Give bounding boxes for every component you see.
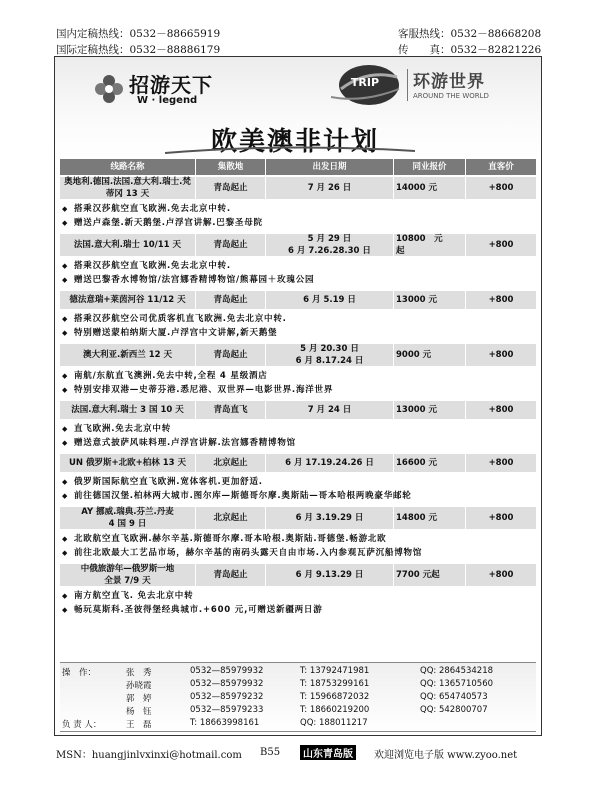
logo-cn-text: 招游天下: [129, 73, 213, 97]
contact-name: 杨 钰: [126, 707, 152, 717]
contact-panel: [60, 662, 536, 732]
page-title: 欧美澳非计划: [210, 127, 379, 157]
msn-address[interactable]: MSN：huangjinlvxinxi@hotmail.com: [56, 750, 242, 761]
route-hub: 青岛直飞: [196, 401, 266, 419]
route-dates: 6 月 17.19.24.26 日: [266, 454, 394, 472]
contact-qq: QQ: 1365710560: [420, 679, 494, 689]
logo-right-cn-text: 环游世界: [413, 72, 485, 92]
route-row: [60, 234, 536, 258]
route-hub: 青岛起止: [196, 564, 266, 586]
route-direct-price: +800: [488, 240, 514, 250]
logo-en-text: W · legend: [137, 95, 198, 106]
route-name: 法国.意大利.瑞士 10/11 天: [60, 234, 196, 256]
route-hub: 青岛起止: [196, 344, 266, 366]
header-price: 同业报价: [394, 159, 466, 175]
route-dates: 7 月 24 日: [266, 401, 394, 419]
route-hub: 青岛起止: [196, 177, 266, 199]
route-row: [60, 344, 536, 368]
footer: [56, 744, 546, 760]
page-number: B55: [260, 747, 281, 758]
route-dates: 5 月 20.30 日 6 月 8.17.24 日: [266, 344, 394, 366]
route-name: 中俄旅游年—俄罗斯一地 全景 7/9 天: [60, 564, 196, 586]
route-price: 14000 元: [394, 177, 466, 199]
route-note: ◆ 特别安排双港—史蒂芬港.悉尼港、双世界—电影世界.海洋世界: [74, 384, 536, 398]
logo-divider: [407, 69, 408, 101]
contact-mobile: T: 18753299161: [300, 679, 370, 689]
route-notes: [60, 531, 536, 564]
route-table: [60, 159, 536, 621]
route-notes: [60, 588, 536, 621]
hotline-bar: [0, 0, 595, 56]
contact-qq: QQ: 542800707: [420, 705, 488, 715]
route-note: ◆ 搭乘汉莎航空直飞欧洲.免去北京中转.: [74, 260, 536, 274]
route-direct-price: +800: [488, 295, 514, 305]
route-name: 法国.意大利.瑞士 3 国 10 天: [60, 401, 196, 419]
contact-row: [60, 679, 536, 693]
contact-qq: QQ: 2864534218: [420, 666, 494, 676]
route-hub: 青岛起止: [196, 234, 266, 256]
route-row: [60, 564, 536, 588]
route-notes: [60, 474, 536, 507]
route-dates: 5 月 29 日 6 月 7.26.28.30 日: [266, 234, 394, 256]
route-row: [60, 291, 536, 311]
route-hub: 青岛起止: [196, 291, 266, 309]
page-frame: [54, 56, 542, 736]
route-note: ◆ 南航/东航直飞澳洲.免去中转,全程 4 星级酒店: [74, 370, 536, 384]
route-note: ◆ 畅玩莫斯科.圣彼得堡经典城市.+600 元,可赠送新疆两日游: [74, 604, 536, 618]
route-name: 奥地利.德国.法国.意大利.瑞士.梵蒂冈 13 天: [60, 177, 196, 199]
route-dates: 6 月 5.19 日: [266, 291, 394, 309]
route-direct-price: +800: [488, 513, 514, 523]
contact-row: [60, 666, 536, 680]
logo-right-en-text: AROUND THE WORLD: [413, 92, 489, 100]
route-notes: [60, 258, 536, 291]
lead-label: 负 责 人：: [62, 720, 102, 730]
footer-slogan[interactable]: 欢迎浏览电子版 www.zyoo.net: [374, 750, 518, 761]
route-price: 16600 元: [394, 454, 466, 472]
header-dates: 出发日期: [266, 159, 394, 175]
contact-row: [60, 718, 536, 732]
contact-mobile: T: 18660219200: [300, 705, 370, 715]
route-notes: [60, 201, 536, 234]
zhaoyou-logo: [93, 69, 273, 111]
route-note: ◆ 赠送卢森堡.新天鹅堡.卢浮宫讲解.巴黎圣母院: [74, 217, 536, 231]
title-swoosh: [165, 145, 415, 155]
contact-mobile: T: 15966872032: [300, 692, 370, 702]
service-hotline: 客服热线：0532－88668208: [398, 28, 542, 40]
route-note: ◆ 直飞欧洲.免去北京中转: [74, 423, 536, 437]
route-dates: 6 月 9.13.29 日: [266, 564, 394, 586]
header-direct: 直客价: [488, 162, 514, 172]
route-direct-price: +800: [488, 458, 514, 468]
international-hotline: 国际定稿热线：0532－88886179: [56, 44, 221, 56]
contact-row: [60, 692, 536, 706]
contact-name: 张 秀: [126, 668, 152, 678]
flower-icon: [93, 73, 125, 105]
route-note: ◆ 搭乘汉莎航空公司优质客机直飞欧洲.免去北京中转.: [74, 313, 536, 327]
route-direct-price: +800: [488, 570, 514, 580]
route-note: ◆ 赠送意式披萨风味料理.卢浮宫讲解.法宫娜香精博物馆: [74, 437, 536, 451]
contact-phone: T: 18663998161: [190, 718, 260, 728]
route-hub: 北京起止: [196, 507, 266, 529]
route-name: UN 俄罗斯+北欧+柏林 13 天: [60, 454, 196, 472]
route-row: [60, 507, 536, 531]
route-hub: 北京起止: [196, 454, 266, 472]
route-row: [60, 401, 536, 421]
contact-mobile: T: 13792471981: [300, 666, 370, 676]
header-hub: 集散地: [196, 159, 266, 175]
route-name: AY 挪威.瑞典.芬兰.丹麦 4 国 9 日: [60, 507, 196, 529]
edition-brand: 山东青岛版: [300, 745, 356, 760]
contact-name: 王 磊: [126, 720, 152, 730]
route-direct-price: +800: [488, 405, 514, 415]
domestic-hotline: 国内定稿热线：0532－88665919: [56, 28, 221, 40]
header-route: 线路名称: [60, 159, 196, 175]
route-name: 澳大利亚.新西兰 12 天: [60, 344, 196, 366]
globe-text: TRIP: [350, 76, 380, 89]
route-price: 7700 元起: [394, 564, 466, 586]
around-world-logo: [321, 63, 541, 113]
route-price: 9000 元: [394, 344, 466, 366]
contact-phone: 0532—85979932: [190, 666, 264, 676]
table-header: [60, 159, 536, 177]
route-name: 德法意瑞+莱茵河谷 11/12 天: [60, 291, 196, 309]
route-note: ◆ 前往德国汉堡.柏林两大城市.图尔库—斯德哥尔摩.奥斯陆—哥本哈根两晚豪华邮轮: [74, 490, 536, 504]
route-row: [60, 177, 536, 201]
contact-qq: QQ: 654740573: [420, 692, 488, 702]
route-note: ◆ 北欧航空直飞欧洲.赫尔辛基.斯德哥尔摩.哥本哈根.奥斯陆.哥德堡.畅游北欧: [74, 533, 536, 547]
contact-row: [60, 705, 536, 719]
route-note: ◆ 前往北欧最大工艺品市场，赫尔辛基的南码头露天自由市场.入内参观瓦萨沉船博物馆: [74, 547, 536, 561]
banner: [55, 57, 541, 157]
contact-mobile: QQ: 188011217: [300, 718, 368, 728]
operator-label: 操 作：: [62, 668, 97, 678]
contact-name: 孙晓霞: [126, 681, 152, 691]
route-price: 13000 元: [394, 291, 466, 309]
route-direct-price: +800: [488, 350, 514, 360]
route-dates: 6 月 3.19.29 日: [266, 507, 394, 529]
route-row: [60, 454, 536, 474]
contact-phone: 0532—85979232: [190, 692, 264, 702]
route-note: ◆ 赠送巴黎香水博物馆/法宫娜香精博物馆/熊幕园＋玫瑰公园: [74, 274, 536, 288]
route-note: ◆ 特别赠送蒙柏纳斯大厦.卢浮宫中文讲解,新天鹅堡: [74, 327, 536, 341]
contact-phone: 0532—85979233: [190, 705, 264, 715]
route-price: 10800 元 起: [394, 234, 466, 256]
fax-number: 传 真：0532－82821226: [398, 44, 542, 56]
route-dates: 7 月 26 日: [266, 177, 394, 199]
route-note: ◆ 搭乘汉莎航空直飞欧洲.免去北京中转.: [74, 203, 536, 217]
route-price: 14800 元: [394, 507, 466, 529]
route-price: 13000 元: [394, 401, 466, 419]
route-note: ◆ 俄罗斯国际航空直飞欧洲.宽体客机.更加舒适.: [74, 476, 536, 490]
contact-name: 郭 婷: [126, 694, 152, 704]
route-direct-price: +800: [488, 183, 514, 193]
route-notes: [60, 311, 536, 344]
route-notes: [60, 368, 536, 401]
contact-phone: 0532—85979932: [190, 679, 264, 689]
route-note: ◆ 南方航空直飞. 免去北京中转: [74, 590, 536, 604]
route-notes: [60, 421, 536, 454]
